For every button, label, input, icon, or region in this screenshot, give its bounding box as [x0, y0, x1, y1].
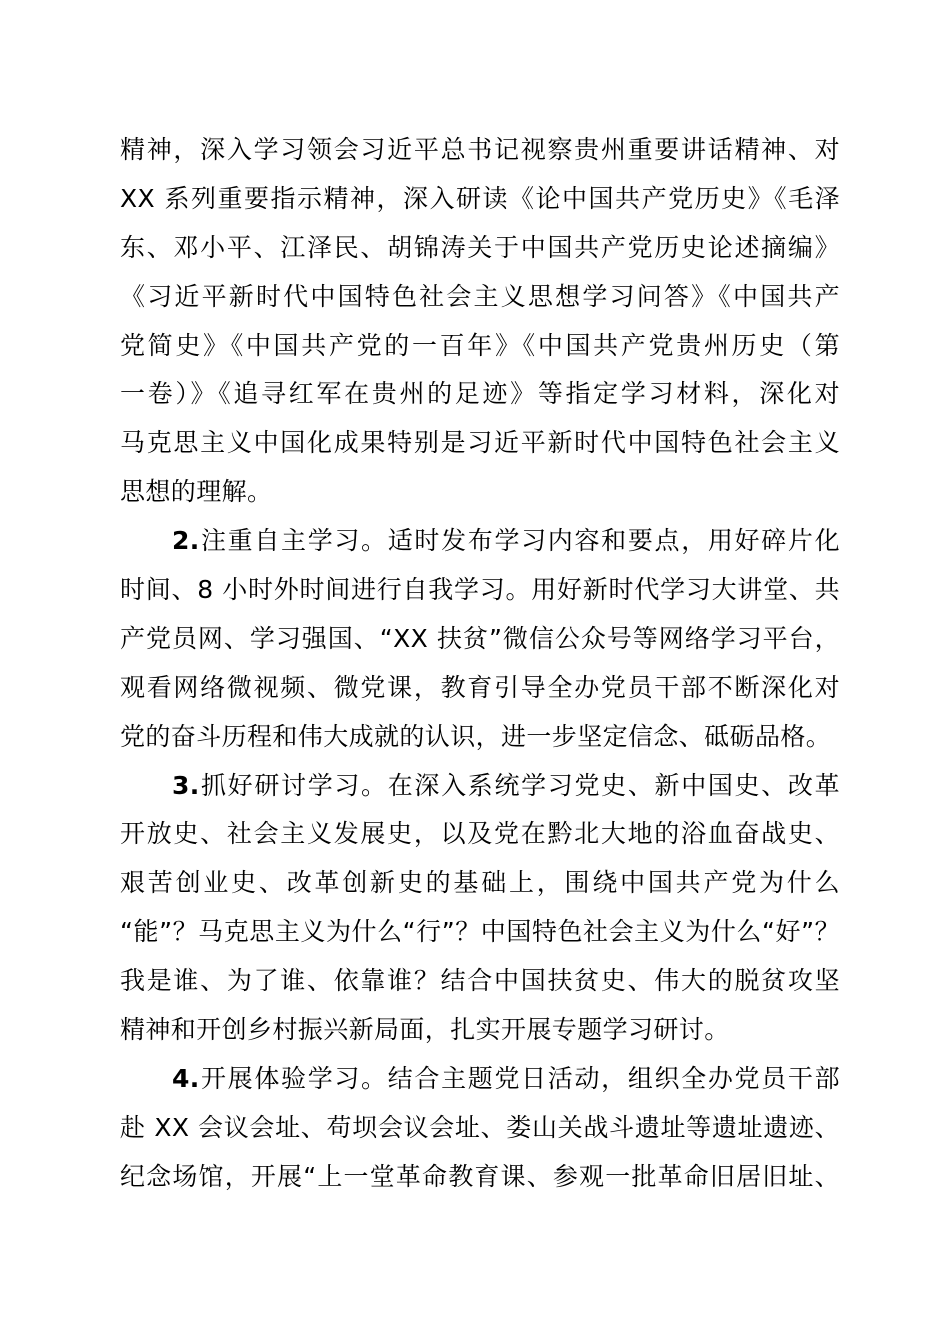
paragraph-first-line	[120, 762, 840, 811]
text-line: 纪念场馆，开展“上一堂革命教育课、参观一批革命旧居旧址、	[120, 1161, 840, 1191]
text-line: 产党员网、学习强国、“XX 扶贫”微信公众号等网络学习平台，	[120, 623, 840, 653]
text-line: 赴 XX 会议会址、苟坝会议会址、娄山关战斗遗址等遗址遗迹、	[120, 1112, 840, 1142]
text-line: 党的奋斗历程和伟大成就的认识，进一步坚定信念、砥砺品格。	[120, 721, 832, 751]
paragraph-first-line	[120, 1055, 840, 1104]
text-line: 《习近平新时代中国特色社会主义思想学习问答》《中国共产	[120, 281, 840, 311]
text-segment: 抓好研讨学习。在深入系统学习党史、新中国史、改革	[199, 770, 840, 800]
text-line: 开放史、社会主义发展史，以及党在黔北大地的浴血奋战史、	[120, 819, 840, 849]
text-line: 马克思主义中国化成果特别是习近平新时代中国特色社会主义	[120, 428, 840, 458]
text-line: 东、邓小平、江泽民、胡锦涛关于中国共产党历史论述摘编》	[120, 232, 840, 262]
text-line: 一卷）》《追寻红军在贵州的足迹》等指定学习材料，深化对	[120, 379, 840, 409]
text-line: 艰苦创业史、改革创新史的基础上，围绕中国共产党为什么	[120, 868, 840, 898]
text-line: 时间、8 小时外时间进行自我学习。用好新时代学习大讲堂、共	[120, 575, 840, 605]
text-line: 精神，深入学习领会习近平总书记视察贵州重要讲话精神、对	[120, 135, 840, 164]
text-line: 我是谁、为了谁、依靠谁？结合中国扶贫史、伟大的脱贫攻坚	[120, 966, 840, 996]
text-line: 精神和开创乡村振兴新局面，扎实开展专题学习研讨。	[120, 1015, 730, 1045]
paragraph-number: 3.	[172, 770, 200, 800]
paragraph-first-line	[120, 517, 840, 566]
paragraph-number: 4.	[172, 1063, 200, 1093]
text-segment: 开展体验学习。结合主题党日活动，组织全办党员干部	[199, 1063, 840, 1093]
text-line: 党简史》《中国共产党的一百年》《中国共产党贵州历史（第	[120, 330, 840, 360]
text-segment: 注重自主学习。适时发布学习内容和要点，用好碎片化	[199, 526, 840, 556]
text-line: 观看网络微视频、微党课，教育引导全办党员干部不断深化对	[120, 672, 840, 702]
text-line: 思想的理解。	[120, 477, 273, 507]
body-text	[120, 126, 840, 1202]
text-line: “能”？马克思主义为什么“行”？中国特色社会主义为什么“好”？	[120, 917, 840, 947]
text-line: XX 系列重要指示精神，深入研读《论中国共产党历史》《毛泽	[120, 183, 840, 213]
paragraph-number: 2.	[172, 526, 200, 556]
